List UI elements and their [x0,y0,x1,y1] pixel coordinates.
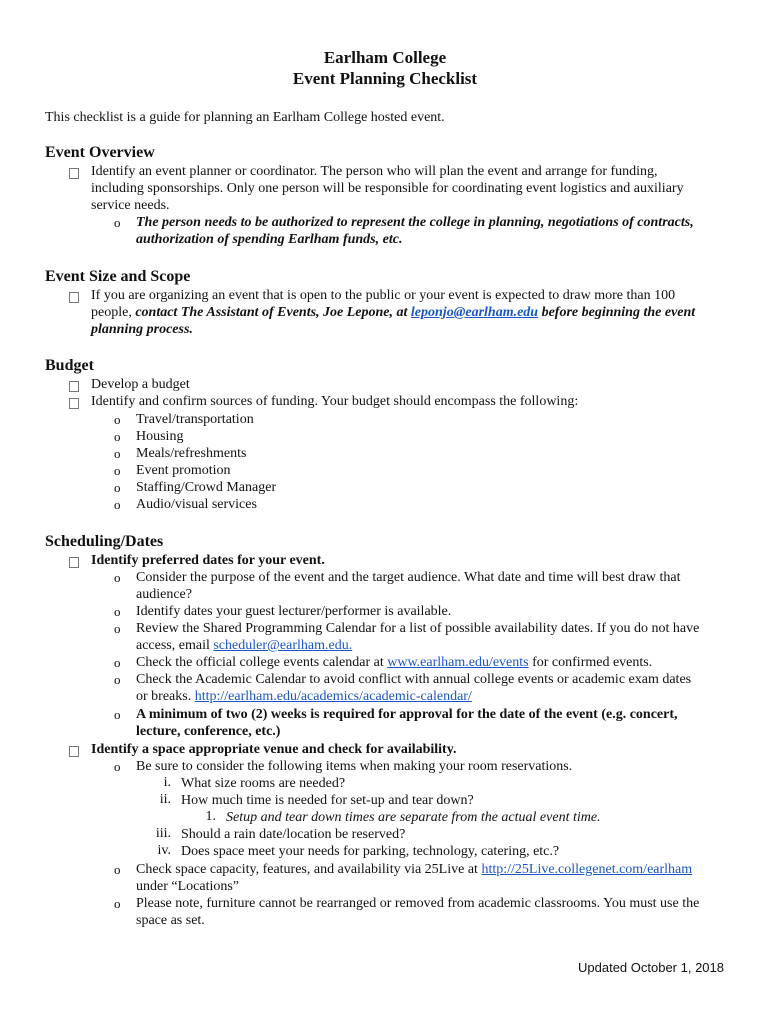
scheduling-sub-3-line1: Review the Shared Programming Calendar for a list of possible availability dates. If you do not have [136,621,700,636]
scheduling-sub-5-line2: or breaks. http://earlham.edu/academics/academic-calendar/ [136,689,472,704]
o-bullet-icon: o [114,429,121,444]
venue-roman-2-sub: Setup and tear down times are separate from the actual event time. [226,810,601,825]
roman-numeral: i. [163,775,171,790]
venue-roman-1: What size rooms are needed? [181,776,346,791]
budget-subitem: Audio/visual services [136,497,257,512]
venue-roman-4: Does space meet your needs for parking, technology, catering, etc.? [181,844,560,859]
venue-sub-2-line2: under “Locations” [136,879,240,894]
scheduling-item-2: Identify a space appropriate venue and check for availability. [91,742,457,757]
checkbox-icon[interactable] [69,168,79,179]
size-item-line3: planning process. [91,322,193,337]
heading-scheduling-dates: Scheduling/Dates [45,533,164,550]
email-link[interactable]: leponjo@earlham.edu [410,305,539,320]
overview-sub-line1: The person needs to be authorized to represent the college in planning, negotiations of contracts, [136,215,694,230]
o-bullet-icon: o [114,759,121,774]
size-item-line2: people, contact The Assistant of Events, Joe Lepone, at leponjo@earlham.edu before beginning the event [91,305,696,320]
updated-date-footer: Updated October 1, 2018 [578,960,724,975]
scheduling-sub-3-line2: access, email scheduler@earlham.edu. [136,638,353,653]
o-bullet-icon: o [114,463,121,478]
scheduler-email-link[interactable]: scheduler@earlham.edu. [213,638,353,653]
o-bullet-icon: o [114,896,121,911]
overview-sub-line2: authorization of spending Earlham funds, etc. [136,232,403,247]
venue-sub-2-line1: Check space capacity, features, and availability via 25Live at http://25Live.collegenet.com/earlham [136,862,693,877]
roman-numeral: iii. [155,826,171,841]
o-bullet-icon: o [114,862,121,877]
intro-text: This checklist is a guide for planning an Earlham College hosted event. [45,110,445,125]
scheduling-sub-1-line2: audience? [136,587,192,602]
o-bullet-icon: o [114,707,121,722]
venue-roman-3: Should a rain date/location be reserved? [181,827,406,842]
scheduling-sub-6-line2: lecture, conference, etc.) [136,724,281,739]
venue-roman-2: How much time is needed for set-up and tear down? [181,793,474,808]
academic-calendar-link[interactable]: http://earlham.edu/academics/academic-calendar/ [194,689,472,704]
overview-item-line1: Identify an event planner or coordinator. The person who will plan the event and arrange for funding, [91,164,658,179]
25live-link[interactable]: http://25Live.collegenet.com/earlham [481,862,693,877]
scheduling-sub-4: Check the official college events calendar at www.earlham.edu/events for confirmed events. [136,655,653,670]
scheduling-sub-6-line1: A minimum of two (2) weeks is required for approval for the date of the event (e.g. concert, [136,707,678,722]
events-calendar-link[interactable]: www.earlham.edu/events [387,655,529,670]
checkbox-icon[interactable] [69,381,79,392]
venue-sub-1: Be sure to consider the following items when making your room reservations. [136,759,573,774]
budget-item-1: Develop a budget [91,377,190,392]
budget-subitem: Event promotion [136,463,231,478]
o-bullet-icon: o [114,215,121,230]
scheduling-item-1: Identify preferred dates for your event. [91,553,325,568]
o-bullet-icon: o [114,480,121,495]
scheduling-sub-5-line1: Check the Academic Calendar to avoid conflict with annual college events or academic exam dates [136,672,692,687]
checkbox-icon[interactable] [69,746,79,757]
budget-subitem: Meals/refreshments [136,446,247,461]
arabic-numeral: 1. [205,809,216,824]
o-bullet-icon: o [114,655,121,670]
heading-budget: Budget [45,357,94,374]
size-item-line1: If you are organizing an event that is open to the public or your event is expected to draw more than 100 [91,288,676,303]
checkbox-icon[interactable] [69,557,79,568]
scheduling-sub-1-line1: Consider the purpose of the event and the target audience. What date and time will best draw that [136,570,681,585]
o-bullet-icon: o [114,604,121,619]
scheduling-sub-2: Identify dates your guest lecturer/performer is available. [136,604,452,619]
heading-event-size-scope: Event Size and Scope [45,268,191,285]
venue-sub-3-line1: Please note, furniture cannot be rearranged or removed from academic classrooms. You must use the [136,896,700,911]
o-bullet-icon: o [114,412,121,427]
doc-title-line2: Event Planning Checklist [292,69,478,88]
o-bullet-icon: o [114,621,121,636]
o-bullet-icon: o [114,497,121,512]
o-bullet-icon: o [114,672,121,687]
checkbox-icon[interactable] [69,292,79,303]
overview-item-line3: service needs. [91,198,170,213]
venue-sub-3-line2: space as set. [136,913,205,928]
o-bullet-icon: o [114,570,121,585]
checkbox-icon[interactable] [69,398,79,409]
overview-item-line2: including sponsorships. Only one person will be responsible for coordinating event logistics and auxiliary [91,181,684,196]
roman-numeral: ii. [159,792,171,807]
heading-event-overview: Event Overview [45,144,155,161]
budget-subitem: Staffing/Crowd Manager [136,480,277,495]
doc-title-line1: Earlham College [323,48,447,67]
budget-subitem: Travel/transportation [136,412,254,427]
roman-numeral: iv. [157,843,171,858]
budget-item-2: Identify and confirm sources of funding. Your budget should encompass the following: [91,394,579,409]
o-bullet-icon: o [114,446,121,461]
budget-subitem: Housing [136,429,184,444]
